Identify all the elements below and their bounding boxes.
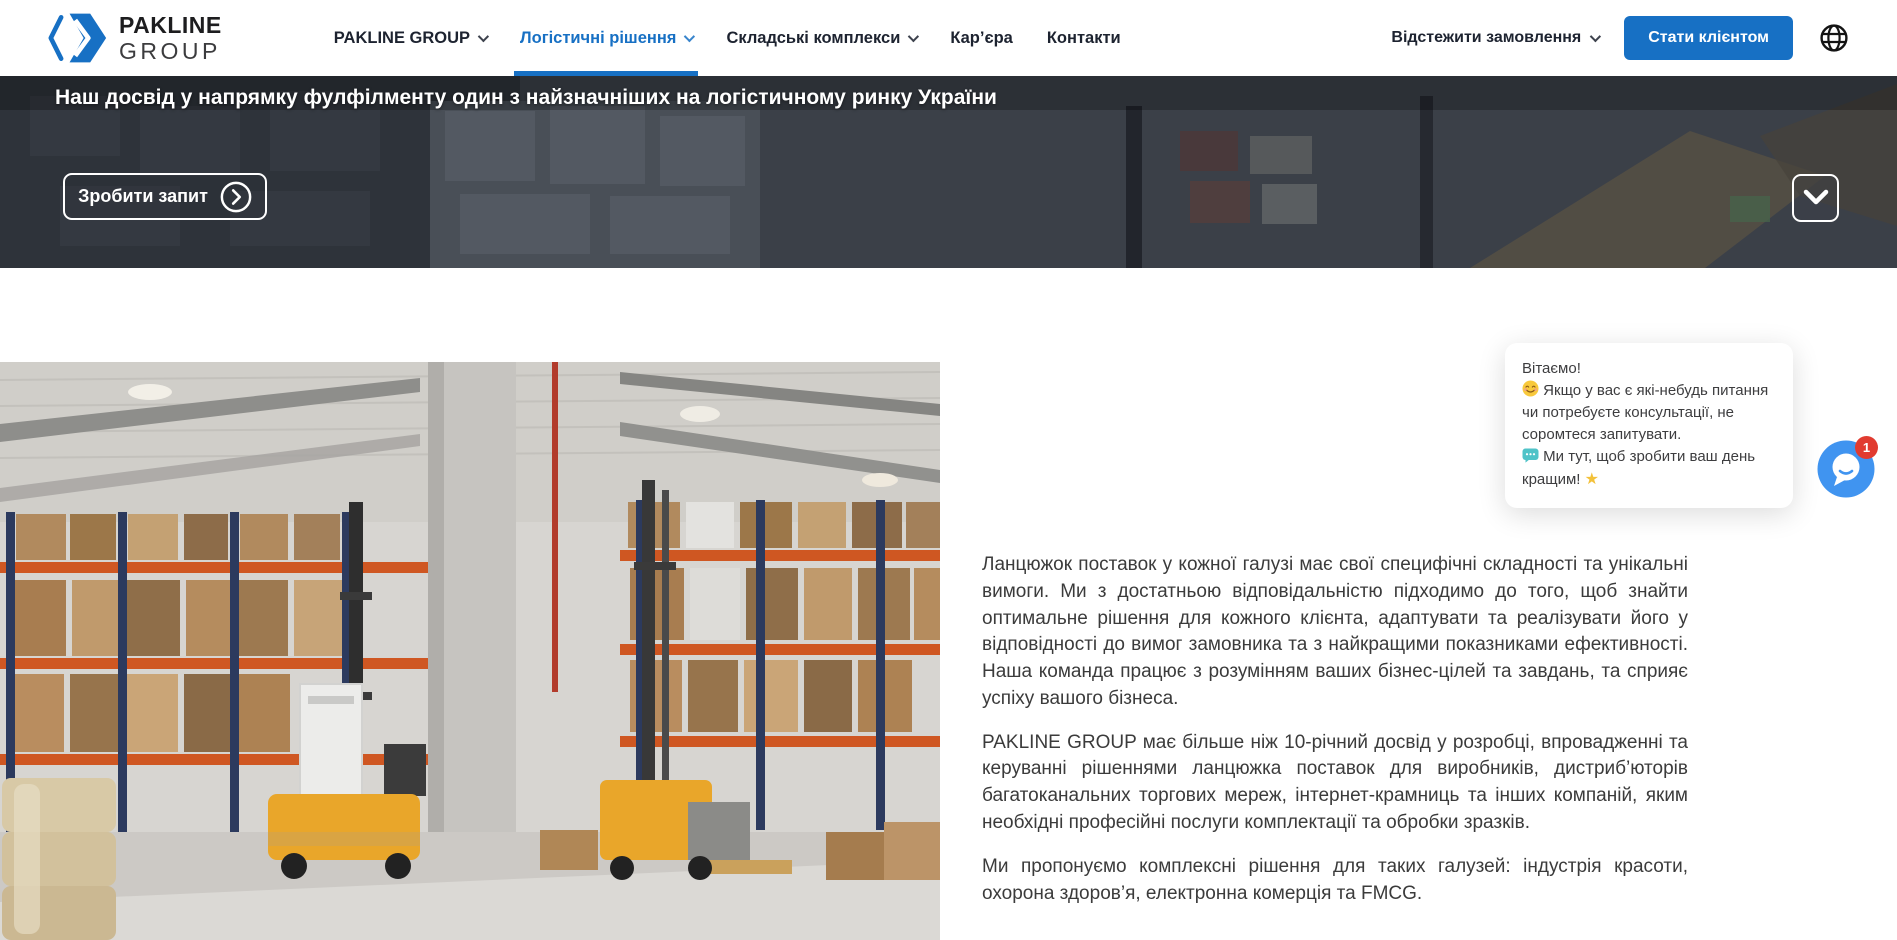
smiling-face-emoji-icon (1522, 380, 1539, 397)
nav-item-warehouse-complexes[interactable] (726, 0, 916, 76)
chat-message-1-text: Якщо у вас є які-небудь питання чи потребуєте консультації, не соромтеся запитувати. (1522, 382, 1769, 444)
warehouse-interior-photo (0, 362, 940, 940)
nav-item-label: Контакти (1046, 28, 1121, 47)
language-globe-icon[interactable] (1819, 23, 1849, 53)
main-nav (334, 0, 1121, 76)
logo-line1: PAKLINE (119, 11, 222, 38)
nav-item-pakline-group[interactable] (334, 0, 486, 76)
article-text-column (982, 552, 1688, 924)
chat-message-2-text: Ми тут, щоб зробити ваш день кращим! (1522, 448, 1756, 489)
arrow-right-circle-icon (220, 181, 252, 213)
nav-item-label: Логістичні рішення (520, 28, 677, 47)
nav-item-label: Кар’єра (950, 28, 1013, 47)
glowing-star-emoji: ★ (1584, 471, 1599, 489)
nav-item-logistics-solutions[interactable] (520, 0, 692, 76)
chat-unread-badge: 1 (1855, 436, 1878, 459)
header-right-group (1391, 16, 1849, 60)
chevron-down-icon (1590, 31, 1601, 42)
hero-banner (0, 76, 1897, 268)
chat-message-2 (1522, 446, 1776, 492)
pakline-logo[interactable] (48, 9, 222, 67)
top-navigation-bar (0, 0, 1897, 76)
track-order-dropdown[interactable] (1391, 29, 1598, 47)
chat-message-1 (1522, 380, 1776, 446)
article-paragraph-1: Ланцюжок поставок у кожної галузі має свої специфічні складності та унікальні вимоги. Ми з достатньою відповідальністю підходимо до того, щоб знайти оптимальне рішення для кожного клієнта, адаптувати та реалізувати його у відповідності до вимог замовника та з найкращими показниками ефективності. Наша команда працює з розумінням ваших бізнес-цілей та завдань, та сприяє успіху вашого бізнеса. (982, 554, 1688, 709)
article-paragraph-2: PAKLINE GROUP має більше ніж 10-річний досвід у розробці, впровадженні та керуванні рішеннями ланцюжка поставок для виробників, дистриб’юторів багатоканальних торгових мереж, інтернет-крамниць та інших компаній, яким необхідні професійні послуги комплектації та обробки зразків. (982, 731, 1688, 834)
nav-item-contacts[interactable] (1047, 0, 1121, 76)
article-paragraph-3: Ми пропонуємо комплексні рішення для таких галузей: індустрія красоти, охорона здоров’я, електронна комерція та FMCG. (982, 855, 1688, 904)
nav-item-label: PAKLINE GROUP (333, 28, 471, 47)
chevron-down-icon (1803, 189, 1829, 207)
chevron-down-icon (478, 31, 489, 42)
make-request-button[interactable] (63, 173, 267, 220)
track-order-label: Відстежити замовлення (1391, 29, 1582, 46)
speech-bubble-emoji-icon (1522, 448, 1539, 463)
scroll-down-button[interactable] (1792, 174, 1839, 222)
chevron-down-icon (684, 31, 695, 42)
chevron-down-icon (908, 31, 919, 42)
become-client-button[interactable]: Стати клієнтом (1624, 16, 1793, 60)
pakline-logo-text (119, 11, 222, 64)
chat-launcher-button[interactable] (1817, 440, 1875, 498)
make-request-label: Зробити запит (78, 186, 208, 206)
hero-heading: Наш досвід у напрямку фулфілменту один з найзначніших на логістичному ринку України (55, 86, 997, 109)
chat-greeting: Вітаємо! (1522, 360, 1581, 377)
nav-item-career[interactable] (950, 0, 1012, 76)
logo-line2: GROUP (119, 37, 221, 64)
pakline-logo-icon (48, 9, 108, 67)
chat-greeting-popup (1505, 343, 1793, 508)
nav-item-label: Складські комплекси (726, 28, 901, 47)
